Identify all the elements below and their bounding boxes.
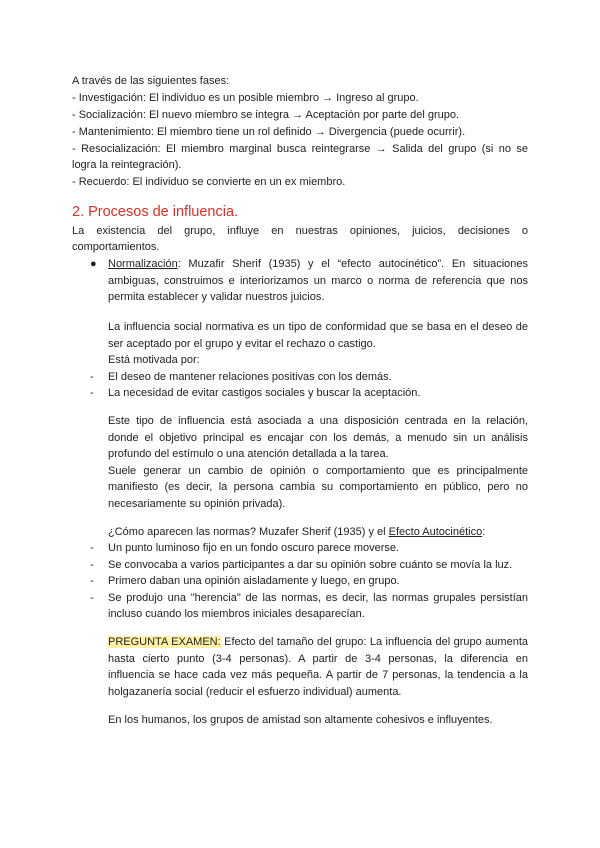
dash-list-item-continuation: incluso cuando los miembros iniciales desaparecían. <box>108 608 365 620</box>
section-intro-continuation: comportamientos. <box>72 241 160 253</box>
norms-question-end: : <box>482 526 486 538</box>
normalization-line: permita establecer y validar nuestros juicios. <box>108 291 325 303</box>
phase-item: - Mantenimiento: El miembro tiene un rol definido → Divergencia (puede ocurrir). <box>72 126 466 138</box>
dash-list-item: Se produjo una "herencia" de las normas, es decir, las normas grupales persistían <box>108 592 528 604</box>
norms-question <box>108 525 485 539</box>
dash-marker: - <box>90 387 94 399</box>
exam-label: PREGUNTA EXAMEN: <box>108 636 221 648</box>
dash-marker: - <box>90 371 94 383</box>
dash-list-item: El deseo de mantener relaciones positivas con los demás. <box>108 371 392 383</box>
phases-intro: A través de las siguientes fases: <box>72 75 230 87</box>
exam-text: Efecto del tamaño del grupo: La influencia del grupo aumenta <box>220 636 528 648</box>
normalization-term: Normalización <box>108 258 178 270</box>
dash-list-item: Primero daban una opinión aisladamente y luego, en grupo. <box>108 575 400 587</box>
type-para-line: manifiesto (es decir, la persona cambia su comportamiento en público, pero no <box>108 481 528 493</box>
dash-list-item: Se convocaba a varios participantes a dar su opinión sobre cuánto se movía la luz. <box>108 559 513 571</box>
norms-question-term: Efecto Autocinético <box>388 526 483 538</box>
exam-line: holgazanería social (reducir el esfuerzo individual) aumenta. <box>108 686 402 698</box>
normative-line: Está motivada por: <box>108 354 200 366</box>
bullet-icon: ● <box>90 258 97 270</box>
dash-list-item: La necesidad de evitar castigos sociales y buscar la aceptación. <box>108 387 421 399</box>
normalization-text: : Muzafir Sherif (1935) y el “efecto autocinético”. En situaciones <box>177 258 528 270</box>
normalization-line <box>108 257 528 271</box>
phase-item: - Investigación: El individuo es un posible miembro → Ingreso al grupo. <box>72 92 419 104</box>
normalization-line: ambiguas, construimos e interiorizamos un marco o norma de referencia que nos <box>108 275 528 287</box>
type-para-line: donde el objetivo principal es encajar con los demás, a menudo sin un análisis <box>108 432 528 444</box>
exam-line: influencia se hace cada vez más pequeña. A partir de 7 personas, la tendencia a la <box>108 669 528 681</box>
closing-sentence: En los humanos, los grupos de amistad son altamente cohesivos e influyentes. <box>108 714 493 726</box>
normative-line: ser aceptado por el grupo y evitar el rechazo o castigo. <box>108 338 376 350</box>
phase-item-continuation: logra la reintegración). <box>72 159 182 171</box>
dash-marker: - <box>90 575 94 587</box>
norms-question-text: ¿Cómo aparecen las normas? Muzafer Sherif (1935) y el <box>108 526 389 538</box>
phase-item: - Resocialización: El miembro marginal busca reintegrarse → Salida del grupo (si no se <box>72 143 528 155</box>
type-para-line: Este tipo de influencia está asociada a una disposición centrada en la relación, <box>108 415 528 427</box>
type-para-line: profundo del estímulo o una atención detallada a la tarea. <box>108 448 389 460</box>
type-para-line: Suele generar un cambio de opinión o comportamiento que es principalmente <box>108 465 528 477</box>
section-intro: La existencia del grupo, influye en nuestras opiniones, juicios, decisiones o <box>72 225 528 237</box>
type-para-line: necesariamente su opinión privada). <box>108 498 286 510</box>
normative-line: La influencia social normativa es un tipo de conformidad que se basa en el deseo de <box>108 321 528 333</box>
dash-list-item: Un punto luminoso fijo en un fondo oscuro parece moverse. <box>108 542 400 554</box>
phase-item: - Recuerdo: El individuo se convierte en un ex miembro. <box>72 176 346 188</box>
exam-line <box>108 635 528 649</box>
dash-marker: - <box>90 542 94 554</box>
dash-marker: - <box>90 592 94 604</box>
phase-item: - Socialización: El nuevo miembro se integra → Aceptación por parte del grupo. <box>72 109 460 121</box>
exam-line: hasta cierto punto (3-4 personas). A partir de 3-4 personas, la diferencia en <box>108 653 528 665</box>
section-heading: 2. Procesos de influencia. <box>72 204 239 220</box>
dash-marker: - <box>90 559 94 571</box>
